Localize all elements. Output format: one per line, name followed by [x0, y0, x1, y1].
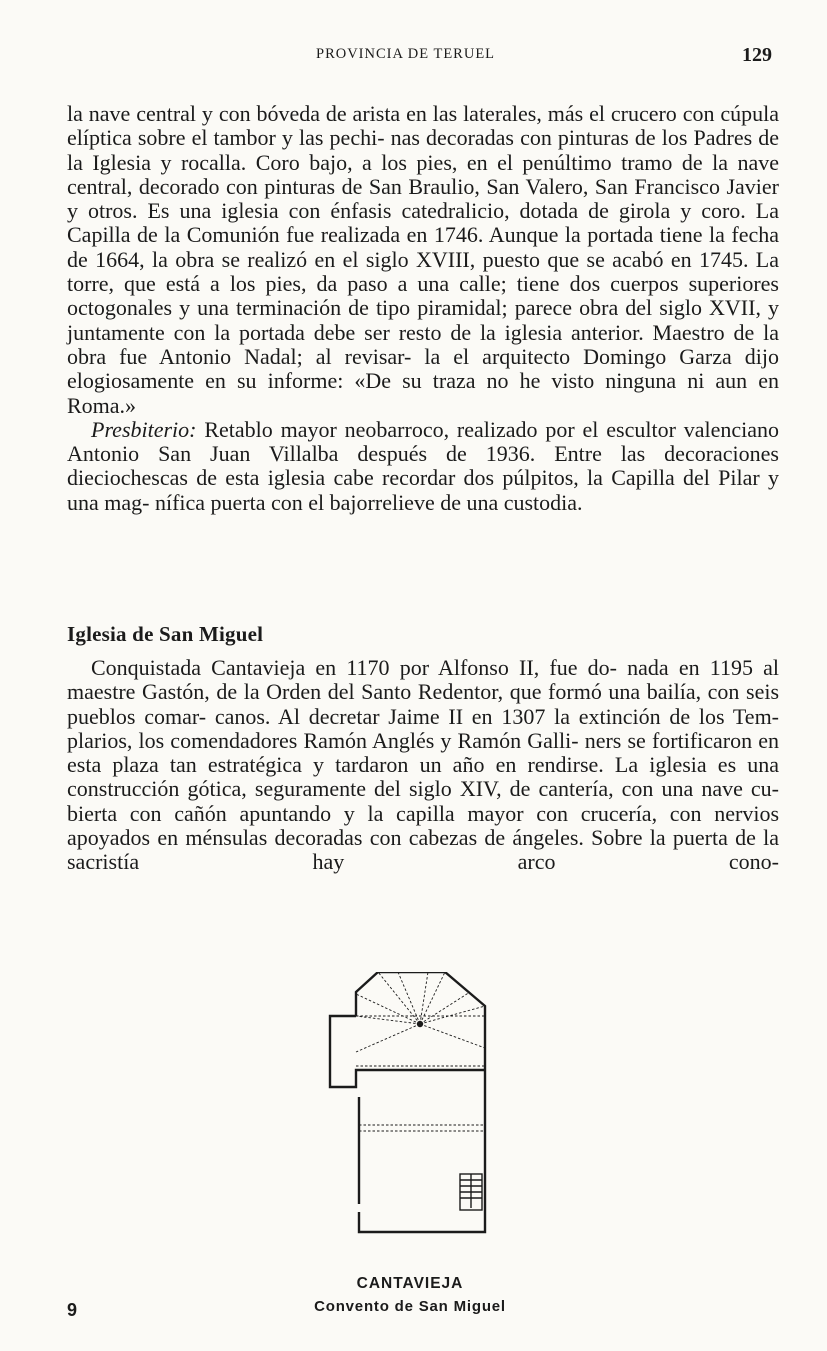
text-line: plarios, los comendadores Ramón Anglés y Ramón Galli- — [67, 727, 579, 753]
floor-plan-drawing — [320, 972, 500, 1262]
text-line: el crucero con cúpula elíptica sobre el tambor y las pechi- — [67, 101, 779, 151]
text-line: informe: «De su traza no he visto ninguna ni aun en Roma.» — [67, 368, 779, 418]
paragraph-nave — [67, 102, 779, 418]
text-line: la el arquitecto Domingo Garza dijo elogiosamente en su — [67, 343, 780, 394]
figure-caption-subtitle: Convento de San Miguel — [314, 1298, 506, 1315]
text-line: la fecha de 1664, la obra se realizó en el siglo XVIII, puesto — [67, 222, 780, 272]
transverse-arches — [356, 1066, 485, 1131]
text-line: canos. Al decretar Jaime II en 1307 la extinción de los Tem- — [214, 703, 780, 729]
staircase — [460, 1174, 482, 1210]
paragraph-presbiterio — [67, 418, 779, 515]
body-text-continued — [67, 102, 779, 515]
apse-vault-ribs — [356, 972, 485, 1052]
text-line: Retablo mayor neobarroco, realizado por el — [196, 416, 599, 442]
text-line: nada en 1195 al maestre Gastón, de la Orden del Santo — [67, 655, 779, 705]
text-line: Conquistada Cantavieja en 1170 por Alfonso II, fue do- — [91, 655, 617, 680]
text-line: terminación de tipo piramidal; parece obra del siglo XVII, — [236, 295, 761, 321]
running-header — [0, 44, 827, 68]
signature-mark: 9 — [67, 1300, 78, 1320]
text-line: nífica puerta con el bajorrelieve de una custodia. — [154, 489, 583, 515]
paragraph-san-miguel — [67, 656, 779, 875]
section-heading: Iglesia de San Miguel — [67, 622, 264, 646]
text-line: rocalla. Coro bajo, a los pies, en el penúltimo tramo de la — [180, 149, 728, 175]
text-line: de ángeles. Sobre la puerta de la sacristía hay arco cono- — [67, 825, 780, 875]
text-line: énfasis catedralicio, dotada de girola y coro. La Capilla de — [67, 198, 779, 248]
text-line: bierta con cañón apuntando y la capilla mayor con crucería, — [67, 800, 658, 826]
text-line: 1936. Entre las decoraciones dieciochescas de esta iglesia — [67, 441, 779, 491]
text-line: con nervios apoyados en ménsulas decoradas con cabezas — [67, 800, 780, 851]
text-line: que se acabó en 1745. La torre, que está a los pies, da paso — [67, 246, 779, 297]
text-line: la nave central y con bóveda de arista en las laterales, más — [67, 101, 584, 126]
body-text-san-miguel — [67, 656, 779, 875]
text-line: Redentor, que formó una bailía, con seis pueblos comar- — [67, 679, 780, 729]
text-line: nave central, decorado con pinturas de San Braulio, San — [67, 149, 779, 199]
figure-caption-title: CANTAVIEJA — [356, 1275, 464, 1292]
text-line: ners se fortificaron en esta plaza tan estratégica y tardaron — [67, 727, 780, 778]
text-line: a una calle; tiene dos cuerpos superiores octogonales y una — [67, 271, 779, 321]
text-line: y juntamente con la portada debe ser resto de la iglesia — [67, 295, 780, 345]
vault-keystone — [417, 1021, 423, 1027]
paragraph-lead: Presbiterio: — [91, 416, 197, 442]
text-line: Valero, San Francisco Javier y otros. Es una iglesia con — [67, 173, 779, 224]
text-line: seguramente del siglo XIV, de cantería, con una nave cu- — [254, 776, 780, 802]
text-line: cabe recordar dos púlpitos, la Capilla del Pilar y una mag- — [67, 465, 779, 515]
page-number: 129 — [742, 44, 772, 66]
text-line: la Comunión fue realizada en 1746. Aunque la portada tiene — [164, 222, 703, 248]
text-line: anterior. Maestro de la obra fue Antonio Nadal; al revisar- — [67, 319, 780, 369]
plan-walls — [330, 972, 485, 1232]
text-line: un año en rendirse. La iglesia es una construcción gótica, — [67, 752, 780, 802]
text-line: escultor valenciano Antonio San Juan Villalba después de — [67, 416, 780, 467]
text-line: nas decoradas con pinturas de los Padres de la Iglesia y — [67, 125, 780, 175]
running-title: PROVINCIA DE TERUEL — [316, 46, 496, 62]
